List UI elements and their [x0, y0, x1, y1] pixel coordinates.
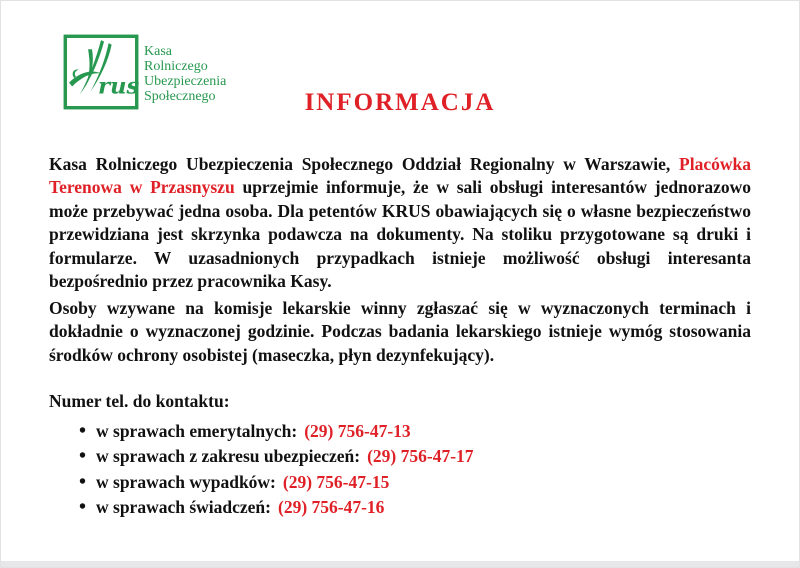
org-name-line: Społecznego — [144, 89, 216, 104]
contact-label: w sprawach emerytalnych: — [96, 421, 298, 441]
contact-phone: (29) 756-47-17 — [367, 446, 474, 467]
org-name-line: Kasa — [144, 44, 172, 59]
page-title: INFORMACJA — [304, 89, 496, 116]
contact-label: w sprawach świadczeń: — [96, 497, 271, 518]
page-bottom-edge — [1, 561, 799, 567]
logo-script-letters: rus — [97, 73, 139, 100]
org-name-line: Ubezpieczenia — [144, 74, 227, 89]
paragraph-main-text-after: uprzejmie informuje, że w sali obsługi interesantów jednorazowo może przebywać jedna osoba. Dla petentów KRUS obawiających się o własne bezpieczeństwo przewidziana jest skrzynka podawcza na dokumenty. Na stoliku przygotowane są druki i formularze. W uzasadnionych przypadkach istnieje możliwość obsługi interesanta bezpośrednio przez pracownika Kasy. — [49, 177, 751, 292]
bullet-icon: • — [79, 496, 87, 519]
contact-heading: Numer tel. do kontaktu: — [49, 391, 230, 411]
paragraph-main — [49, 153, 751, 293]
contact-list-item — [79, 495, 474, 520]
contact-list-item — [79, 444, 474, 469]
contact-list-item — [79, 470, 474, 495]
contact-list-item — [79, 419, 474, 444]
contact-phone: (29) 756-47-16 — [278, 497, 385, 518]
contact-label: w sprawach wypadków: — [96, 471, 276, 492]
contact-phone: (29) 756-47-15 — [282, 471, 390, 492]
paragraph-medical: Osoby wzywane na komisje lekarskie winny zgłaszać się w wyznaczonych terminach i dokładnie o wyznaczonej godzinie. Podczas badania lekarskiego istnieje wymóg stosowania środków ochrony osobistej (maseczka, płyn dezynfekujący). — [49, 298, 751, 365]
bullet-icon: • — [79, 470, 87, 493]
org-name-line: Rolniczego — [144, 59, 208, 74]
branch-name-highlight: Placówka Terenowa w Przasnyszu — [49, 154, 751, 198]
contact-label: w sprawach z zakresu ubezpieczeń: — [96, 446, 361, 467]
paragraph-main-text-before: Kasa Rolniczego Ubezpieczenia Społecznego Oddział Regionalny w Warszawie, — [49, 154, 680, 174]
contact-list — [79, 419, 474, 521]
contact-phone: (29) 756-47-13 — [304, 421, 411, 441]
bullet-icon: • — [79, 420, 87, 442]
bullet-icon: • — [79, 445, 87, 468]
